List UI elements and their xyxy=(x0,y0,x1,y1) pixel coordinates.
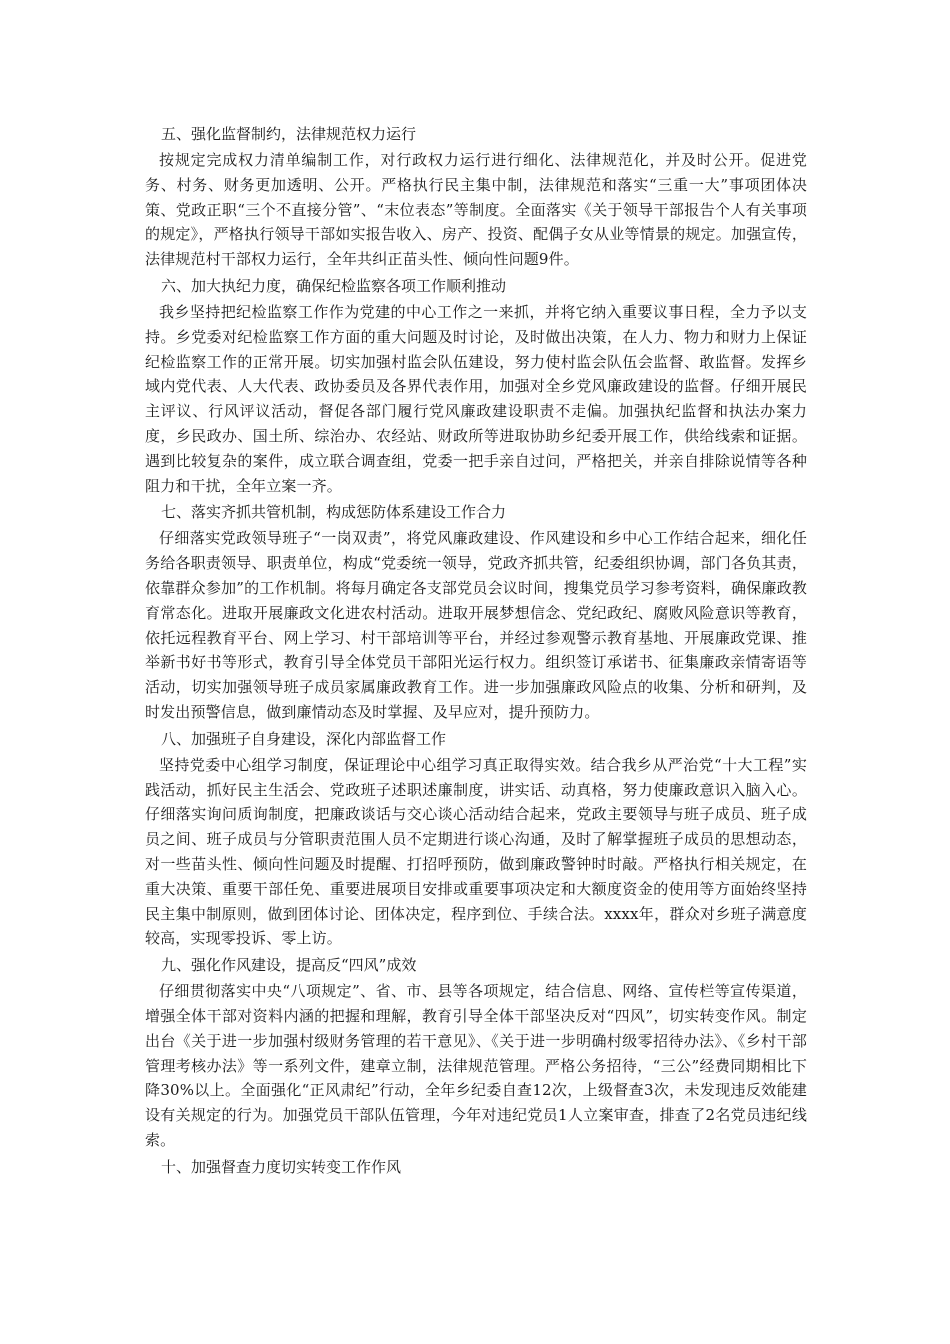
section-6-body: 我乡坚持把纪检监察工作作为党建的中心工作之一来抓，并将它纳入重要议事日程，全力予以支持。乡党委对纪检监察工作方面的重大问题及时讨论，及时做出决策，在人力、物力和财力上保证纪检监察工作的正常开展。切实加强村监会队伍建设，努力使村监会队伍会监督、敢监督。发挥乡域内党代表、人大代表、政协委员及各界代表作用，加强对全乡党风廉政建设的监督。仔细开展民主评议、行风评议活动，督促各部门履行党风廉政建设职责不走偏。加强执纪监督和执法办案力度，乡民政办、国土所、综治办、农经站、财政所等进取协助乡纪委开展工作，供给线索和证据。遇到比较复杂的案件，成立联合调查组，党委一把手亲自过问，严格把关，并亲自排除说情等各种阻力和干扰，全年立案一齐。 xyxy=(145,302,807,495)
section-6-heading: 六、加大执纪力度，确保纪检监察各项工作顺利推动 xyxy=(161,276,507,295)
section-9-heading: 九、强化作风建设，提高反“四风”成效 xyxy=(161,956,417,975)
section-9-body: 仔细贯彻落实中央“八项规定”、省、市、县等各项规定，结合信息、网络、宣传栏等宣传渠道，增强全体干部对资料内涵的把握和理解，教育引导全体干部坚决反对“四风”，切实转变作风。制定出台《关于进一步加强村级财务管理的若干意见》、《关于进一步明确村级零招待办法》、《乡村干部管理考核办法》等一系列文件，建章立制，法律规范管理。严格公务招待，“三公”经费同期相比下降30%以上。全面强化“正风肃纪”行动，全年乡纪委自查12次，上级督查3次，未发现违反效能建设有关规定的行为。加强党员干部队伍管理，今年对违纪党员1人立案审查，排查了2名党员违纪线索。 xyxy=(145,982,807,1149)
section-7-heading: 七、落实齐抓共管机制，构成惩防体系建设工作合力 xyxy=(161,503,507,522)
section-5-heading: 五、强化监督制约，法律规范权力运行 xyxy=(161,125,417,143)
section-8-body: 坚持党委中心组学习制度，保证理论中心组学习真正取得实效。结合我乡从严治党“十大工程”实践活动，抓好民主生活会、党政班子述职述廉制度，讲实话、动真格，努力使廉政意识入脑入心。仔细落实询问质询制度，把廉政谈话与交心谈心活动结合起来，党政主要领导与班子成员、班子成员之间、班子成员与分管职责范围人员不定期进行谈心沟通，及时了解掌握班子成员的思想动态，对一些苗头性、倾向性问题及时提醒、打招呼预防，做到廉政警钟时时敲。严格执行相关规定，在重大决策、重要干部任免、重要进展项目安排或重要事项决定和大额度资金的使用等方面始终坚持民主集中制原则，做到团体讨论、团体决定，程序到位、手续合法。xxxx年，群众对乡班子满意度较高，实现零投诉、零上访。 xyxy=(145,755,807,948)
section-5-body: 按规定完成权力清单编制工作，对行政权力运行进行细化、法律规范化，并及时公开。促进党务、村务、财务更加透明、公开。严格执行民主集中制，法律规范和落实“三重一大”事项团体决策、党政正职“三个不直接分管”、“末位表态”等制度。全面落实《关于领导干部报告个人有关事项的规定》，严格执行领导干部如实报告收入、房产、投资、配偶子女从业等情景的规定。加强宣传，法律规范村干部权力运行，全年共纠正苗头性、倾向性问题9件。 xyxy=(145,151,807,269)
section-10-heading: 十、加强督查力度切实转变工作作风 xyxy=(161,1157,402,1176)
document-page xyxy=(145,120,807,1179)
section-7-body: 仔细落实党政领导班子“一岗双责”，将党风廉政建设、作风建设和乡中心工作结合起来，细化任务给各职责领导、职责单位，构成“党委统一领导，党政齐抓共管，纪委组织协调，部门各负其责，依靠群众参加”的工作机制。将每月确定各支部党员会议时间，搜集党员学习参考资料，确保廉政教育常态化。进取开展廉政文化进农村活动。进取开展梦想信念、党纪政纪、腐败风险意识等教育，依托远程教育平台、网上学习、村干部培训等平台，并经过参观警示教育基地、开展廉政党课、推举新书好书等形式，教育引导全体党员干部阳光运行权力。组织签订承诺书、征集廉政亲情寄语等活动，切实加强领导班子成员家属廉政教育工作。进一步加强廉政风险点的收集、分析和研判，及时发出预警信息，做到廉情动态及时掌握、及早应对，提升预防力。 xyxy=(145,529,807,721)
section-8-heading: 八、加强班子自身建设，深化内部监督工作 xyxy=(161,729,447,748)
